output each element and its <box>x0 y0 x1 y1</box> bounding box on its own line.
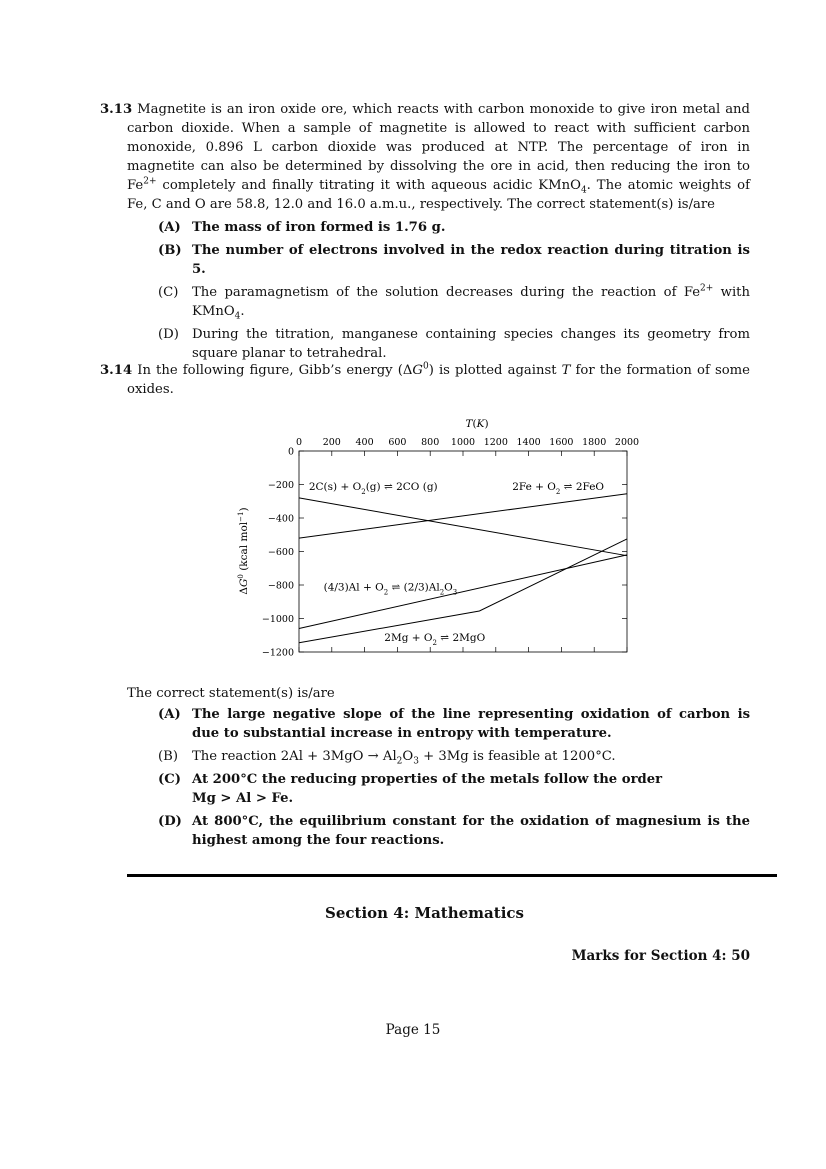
y-tick-label: −1200 <box>261 647 294 659</box>
option-label: (D) <box>158 814 182 829</box>
option-b <box>158 747 750 766</box>
x-axis-label: T(K) <box>465 418 489 430</box>
option-label: (B) <box>158 243 182 258</box>
x-tick-label: 2000 <box>614 437 640 448</box>
y-tick-label: −600 <box>267 547 294 558</box>
option-a <box>158 218 750 237</box>
option-label: (A) <box>158 707 181 722</box>
question-3-13-text <box>100 100 750 214</box>
y-axis-label: $\Delta G^0$ (kcal mol$^{-1}$) <box>237 507 250 595</box>
question-3-14-prompt: The correct statement(s) is/are <box>127 686 335 701</box>
y-tick-label: −800 <box>267 580 294 592</box>
series-line-aluminium <box>299 555 627 629</box>
x-tick-label: 200 <box>322 437 341 448</box>
question-number: 3.13 <box>100 102 133 117</box>
option-text: The number of electrons involved in the redox reaction during titration is 5. <box>192 243 750 277</box>
option-d <box>158 325 750 363</box>
y-tick-label: −1000 <box>261 614 294 625</box>
x-tick-label: 1400 <box>516 437 541 448</box>
question-3-13 <box>100 100 750 367</box>
option-text: At 200°C the reducing properties of the metals follow the order Mg > Al > Fe. <box>192 772 663 806</box>
option-text: The reaction $2Al + 3MgO \to Al_2O_3 + 3Mg$ is feasible at 1200°C. <box>192 749 616 767</box>
option-label: (A) <box>158 220 181 235</box>
question-body: Magnetite is an iron oxide ore, which reacts with carbon monoxide to give iron metal and carbon dioxide. When a sample of magnetite is allowed to react with sufficient carbon monoxide, 0.896 L carbon dioxide was produced at NTP. The percentage of iron in magnetite can also be determined by dissolving the ore in acid, then reducing the iron to $Fe^{2+}$ completely and finally titrating it with aqueous acidic KMnO$_4$. The atomic weights of Fe, C and O are 58.8, 12.0 and 16.0 a.m.u., respectively. The correct statement(s) is/are <box>127 102 750 212</box>
question-3-14-options-block <box>100 705 750 854</box>
option-text: The mass of iron formed is 1.76 g. <box>192 220 446 235</box>
x-tick-label: 800 <box>421 437 440 448</box>
option-text: The large negative slope of the line representing oxidation of carbon is due to substantial increase in entropy with temperature. <box>192 707 750 741</box>
x-tick-label: 1200 <box>483 437 508 448</box>
option-text: At 800°C, the equilibrium constant for the oxidation of magnesium is the highest among the four reactions. <box>192 814 750 848</box>
option-text: During the titration, manganese containing species changes its geometry from square planar to tetrahedral. <box>192 327 750 361</box>
page-number: Page 15 <box>385 1022 441 1038</box>
option-a <box>158 705 750 743</box>
series-line-magnesium <box>299 539 627 643</box>
option-d <box>158 812 750 850</box>
reaction-label: $2C(s) + O_2(g)$ ⇌ 2CO (g) <box>308 481 438 497</box>
question-body: In the following figure, Gibb’s energy $(\Delta G^0)$ is plotted against T for the formation of some oxides. <box>127 361 750 397</box>
question-3-14-text <box>100 361 750 399</box>
option-label: (C) <box>158 772 181 787</box>
x-tick-label: 1800 <box>582 437 607 448</box>
option-c <box>158 283 750 321</box>
x-tick-label: 0 <box>295 437 303 448</box>
x-tick-label: 400 <box>355 437 374 448</box>
option-b <box>158 241 750 279</box>
plot-frame <box>299 451 627 652</box>
reaction-label: $2Mg + O_2$ ⇌ 2MgO <box>384 631 486 647</box>
option-c <box>158 770 750 808</box>
option-label: (B) <box>158 749 178 764</box>
y-tick-label: 0 <box>287 446 294 458</box>
section-divider <box>127 874 777 877</box>
section-marks: Marks for Section 4: 50 <box>571 948 750 964</box>
question-3-13-options <box>158 218 750 363</box>
y-tick-label: −200 <box>267 480 294 491</box>
question-number: 3.14 <box>100 363 133 378</box>
x-tick-label: 1000 <box>450 437 476 448</box>
option-text: The paramagnetism of the solution decreases during the reaction of $Fe^{2+}$ with KMnO$_4$. <box>192 283 750 322</box>
x-tick-label: 1600 <box>549 437 574 448</box>
x-tick-label: 600 <box>388 437 407 448</box>
option-label: (C) <box>158 285 179 300</box>
option-label: (D) <box>158 327 179 342</box>
reaction-label: $2Fe + O_2$ ⇌ 2FeO <box>512 481 605 497</box>
reaction-label: $(4/3)Al + O_2$ ⇌ $(2/3)Al_2O_3$ <box>323 581 458 597</box>
series-line-iron <box>299 494 627 538</box>
question-3-14-options <box>158 705 750 850</box>
section-title: Section 4: Mathematics <box>325 904 524 922</box>
question-3-14 <box>100 361 750 399</box>
series-line-carbon <box>299 498 627 556</box>
y-tick-label: −400 <box>267 513 294 525</box>
